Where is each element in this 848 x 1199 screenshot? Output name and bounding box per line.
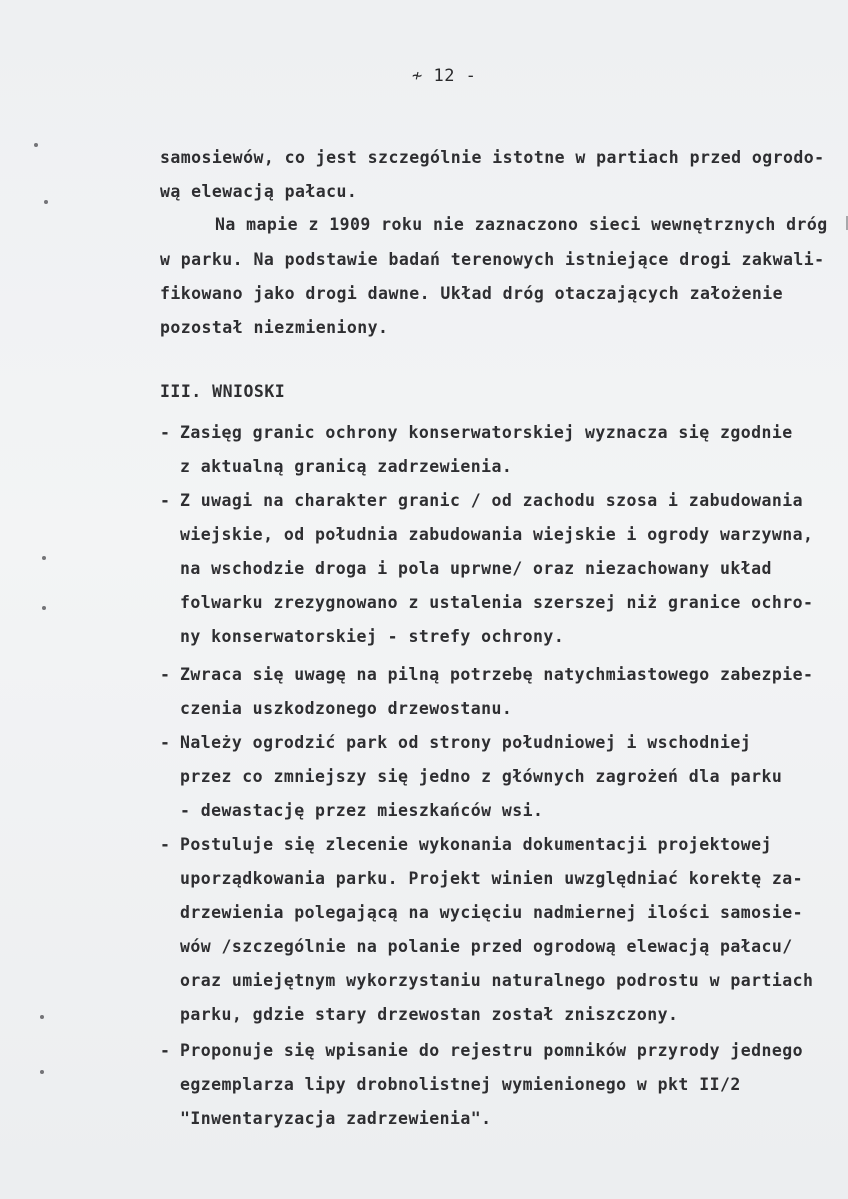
bullet-dash: -: [160, 733, 170, 752]
bullet-line: egzemplarza lipy drobnolistnej wymienionego w pkt II/2: [180, 1075, 741, 1094]
bullet-dash: -: [160, 1041, 170, 1060]
bullet-line: - dewastację przez mieszkańców wsi.: [180, 801, 544, 820]
bullet-dash: -: [160, 665, 170, 684]
bullet-line: wiejskie, od południa zabudowania wiejskie i ogrody warzywna,: [180, 525, 814, 544]
bullet-line: Proponuje się wpisanie do rejestru pomników przyrody jednego: [180, 1041, 804, 1060]
bullet-line: ny konserwatorskiej - strefy ochrony.: [180, 627, 565, 646]
bullet-line: na wschodzie droga i pola uprwne/ oraz niezachowany układ: [180, 559, 772, 578]
paragraph-line: w parku. Na podstawie badań terenowych istniejące drogi zakwali-: [160, 250, 825, 269]
bullet-dash: -: [160, 423, 170, 442]
bullet-line: drzewienia polegającą na wycięciu nadmiernej ilości samosie-: [180, 903, 804, 922]
punch-mark: [40, 1070, 44, 1074]
bullet-line: Należy ogrodzić park od strony południowej i wschodniej: [180, 733, 752, 752]
paragraph-line: pozostał niezmieniony.: [160, 318, 389, 337]
punch-mark: [44, 200, 48, 204]
bullet-line: Postuluje się zlecenie wykonania dokumentacji projektowej: [180, 835, 772, 854]
bullet-line: przez co zmniejszy się jedno z głównych zagrożeń dla parku: [180, 767, 783, 786]
punch-mark: [42, 606, 46, 610]
bullet-line: wów /szczególnie na polanie przed ogrodową elewacją pałacu/: [180, 937, 793, 956]
bullet-line: czenia uszkodzonego drzewostanu.: [180, 699, 513, 718]
punch-mark: [42, 556, 46, 560]
punch-mark: [40, 1015, 44, 1019]
bullet-line: Z uwagi na charakter granic / od zachodu szosa i zabudowania: [180, 491, 804, 510]
bullet-line: Zasięg granic ochrony konserwatorskiej wyznacza się zgodnie: [180, 423, 793, 442]
bullet-line: folwarku zrezygnowano z ustalenia szerszej niż granice ochro-: [180, 593, 814, 612]
bullet-line: z aktualną granicą zadrzewienia.: [180, 457, 513, 476]
paragraph-line: fikowano jako drogi dawne. Układ dróg otaczających założenie: [160, 284, 784, 303]
paragraph-line: wą elewacją pałacu.: [160, 182, 358, 201]
bullet-dash: -: [160, 835, 170, 854]
paragraph-line: samosiewów, co jest szczególnie istotne w partiach przed ogrodo-: [160, 148, 825, 167]
bullet-line: Zwraca się uwagę na pilną potrzebę natychmiastowego zabezpie-: [180, 665, 814, 684]
page-number: ≁ 12 -: [412, 66, 477, 86]
bullet-dash: -: [160, 491, 170, 510]
punch-mark: [34, 143, 38, 147]
section-heading: III. WNIOSKI: [160, 382, 286, 401]
paragraph-line: Na mapie z 1909 roku nie zaznaczono sieci wewnętrznych dróg: [215, 215, 828, 234]
bullet-line: parku, gdzie stary drzewostan został zniszczony.: [180, 1005, 679, 1024]
bullet-line: "Inwentaryzacja zadrzewienia".: [180, 1109, 492, 1128]
bullet-line: uporządkowania parku. Projekt winien uwzględniać korektę za-: [180, 869, 804, 888]
bullet-line: oraz umiejętnym wykorzystaniu naturalnego podrostu w partiach: [180, 971, 814, 990]
